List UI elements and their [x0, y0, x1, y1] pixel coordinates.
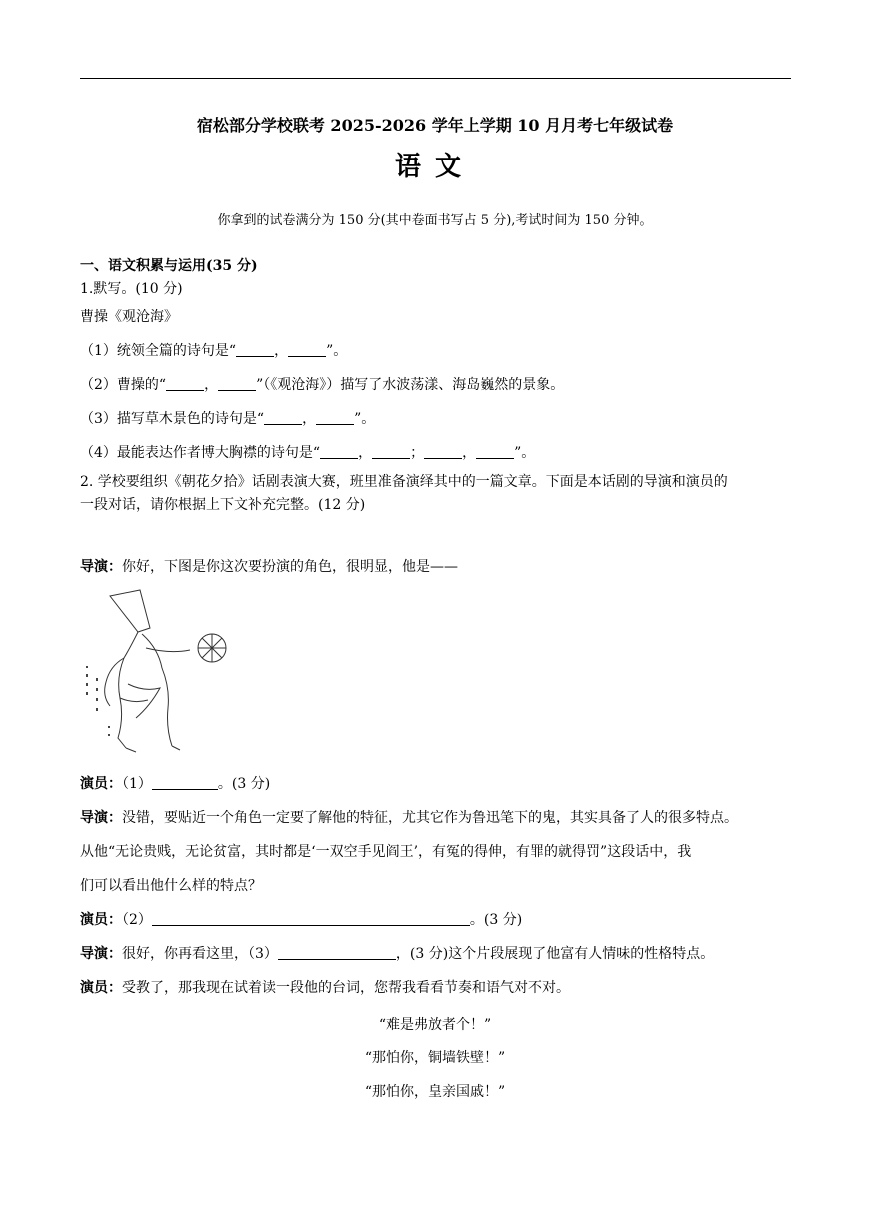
- answer-blank[interactable]: [424, 444, 462, 459]
- section-heading: 一、语文积累与运用(35 分): [80, 258, 258, 274]
- actor-line-1: 演员：（1） 。(3 分): [80, 776, 271, 792]
- q1-stem: 1.默写。(10 分): [80, 281, 183, 297]
- director-line-2c: 们可以看出他什么样的特点？: [80, 878, 262, 894]
- quote-line: “那怕你，铜墙铁壁！”: [364, 1050, 506, 1066]
- subject-title: 语文: [394, 152, 475, 182]
- actor-line-3: 演员：受教了，那我现在试着读一段他的台词，您帮我看看节奏和语气对不对。: [80, 980, 570, 996]
- answer-blank[interactable]: [316, 410, 354, 425]
- answer-blank[interactable]: [278, 945, 396, 960]
- exam-notice: 你拿到的试卷满分为 150 分(其中卷面书写占 5 分),考试时间为 150 分钟。: [217, 213, 653, 228]
- answer-blank[interactable]: [236, 342, 274, 357]
- answer-blank[interactable]: [372, 444, 410, 459]
- answer-blank[interactable]: [264, 410, 302, 425]
- answer-blank[interactable]: [288, 342, 326, 357]
- director-line-1: 导演：你好，下图是你这次要扮演的角色，很明显，他是——: [80, 559, 458, 575]
- quote-line: “那怕你，皇亲国戚！”: [364, 1084, 506, 1100]
- wuchang-illustration: [80, 588, 240, 758]
- q1-item-1: （1）统领全篇的诗句是“ ， ”。: [80, 343, 348, 359]
- answer-blank[interactable]: [152, 911, 470, 926]
- answer-blank[interactable]: [218, 376, 256, 391]
- q2-stem-line2: 一段对话，请你根据上下文补充完整。(12 分): [80, 497, 366, 513]
- answer-blank[interactable]: [320, 444, 358, 459]
- q1-item-2: （2）曹操的“ ， ”（《观沧海》）描写了水波荡漾、海岛巍然的景象。: [80, 377, 565, 393]
- answer-blank[interactable]: [476, 444, 514, 459]
- q1-source: 曹操《观沧海》: [80, 309, 178, 325]
- director-line-2: 导演：没错，要贴近一个角色一定要了解他的特征，尤其它作为鲁迅笔下的鬼，其实具备了人的很多特点。: [80, 810, 738, 826]
- exam-title: 宿松部分学校联考 2025-2026 学年上学期 10 月月考七年级试卷: [196, 116, 674, 135]
- q1-item-4: （4）最能表达作者博大胸襟的诗句是“ ， ； ， ”。: [80, 445, 536, 461]
- actor-line-2: 演员：（2） 。(3 分): [80, 912, 523, 928]
- q1-item-3: （3）描写草木景色的诗句是“ ， ”。: [80, 411, 376, 427]
- director-line-3: 导演：很好，你再看这里，（3） ，(3 分)这个片段展现了他富有人情味的性格特点。: [80, 946, 715, 962]
- director-line-2b: 从他“无论贵贱，无论贫富，其时都是‘一双空手见阎王’，有冤的得伸，有罪的就得罚”这段话中，我: [80, 844, 692, 860]
- answer-blank[interactable]: [166, 376, 204, 391]
- q2-stem-line1: 2. 学校要组织《朝花夕拾》话剧表演大赛，班里准备演绎其中的一篇文章。下面是本话剧的导演和演员的: [80, 474, 728, 490]
- quote-line: “难是弗放者个！”: [378, 1017, 492, 1033]
- answer-blank[interactable]: [152, 775, 218, 790]
- header-rule: [80, 78, 791, 79]
